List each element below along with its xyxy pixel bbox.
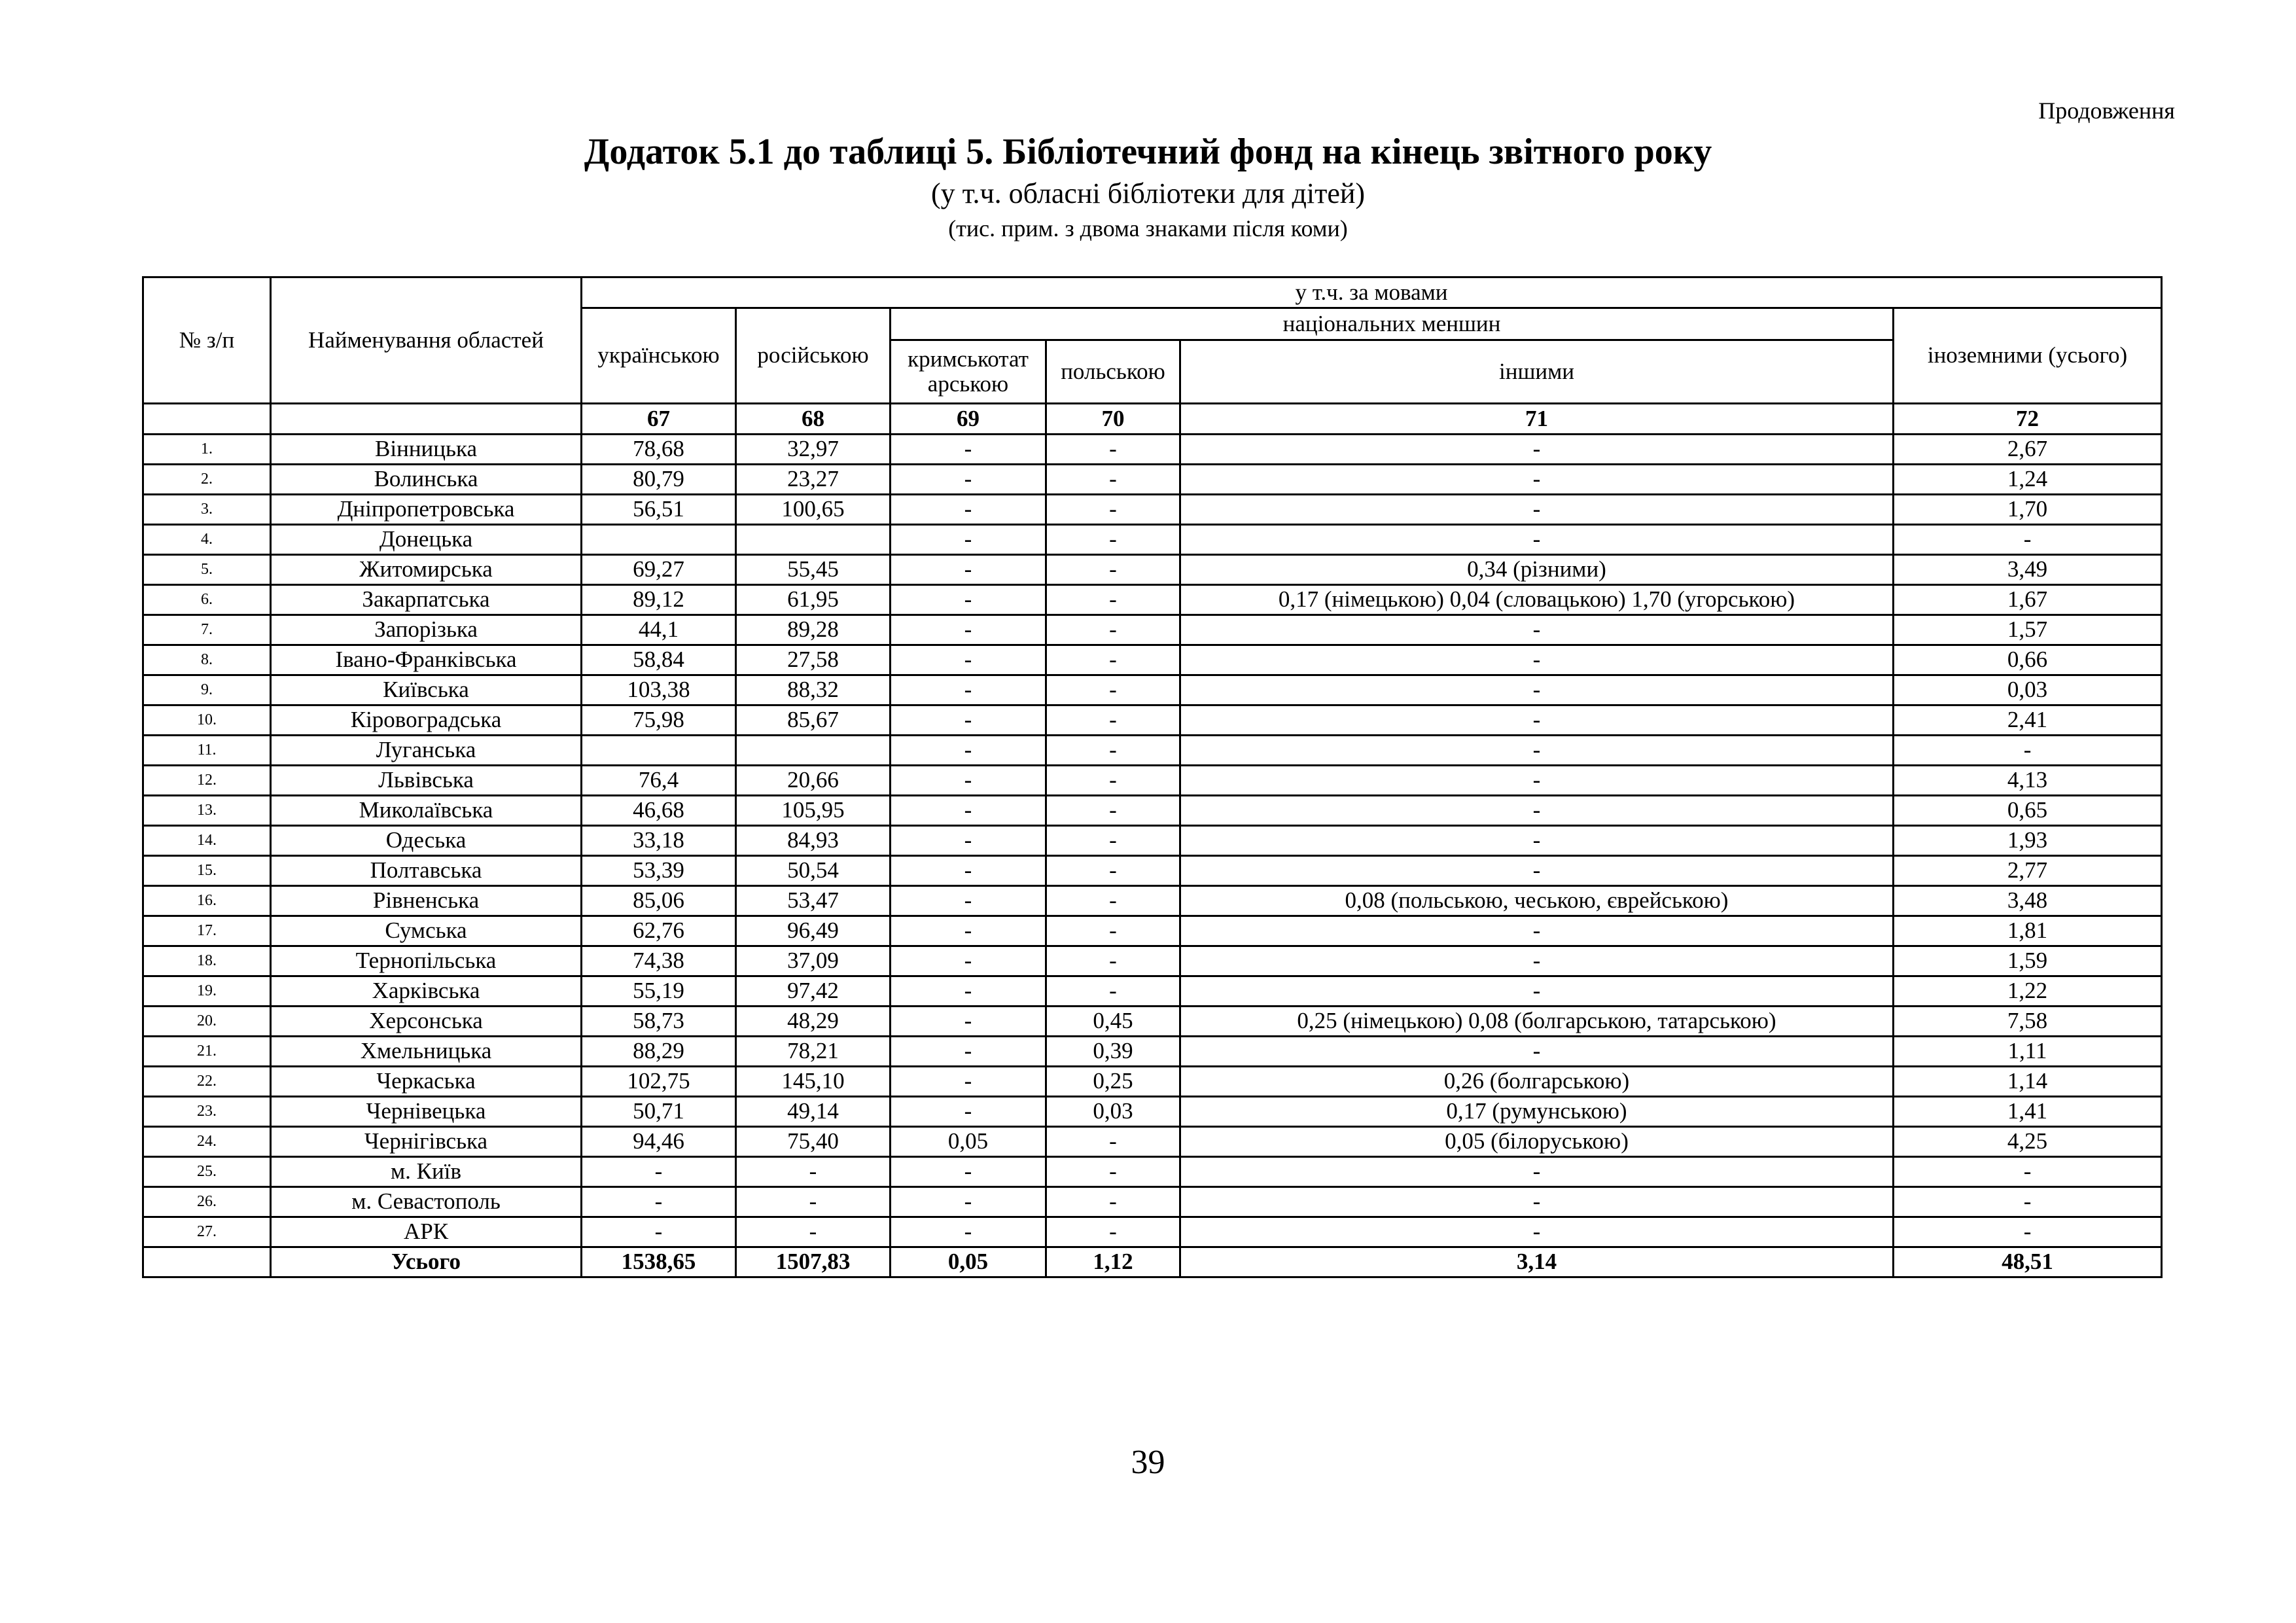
row-number: 5. [143, 555, 271, 585]
crimean-tatar-value: - [891, 916, 1046, 946]
region-name: Закарпатська [271, 585, 582, 615]
other-languages-value: - [1180, 1217, 1894, 1247]
polish-value: - [1046, 1187, 1180, 1217]
ukrainian-value [582, 736, 736, 766]
other-languages-value: 0,17 (німецькою) 0,04 (словацькою) 1,70 (угорською) [1180, 585, 1894, 615]
russian-value: - [736, 1157, 891, 1187]
ukrainian-value: 85,06 [582, 886, 736, 916]
row-number: 25. [143, 1157, 271, 1187]
page-title: Додаток 5.1 до таблиці 5. Бібліотечний фонд на кінець звітного року [584, 132, 1712, 172]
region-name: Одеська [271, 826, 582, 856]
polish-value: - [1046, 1157, 1180, 1187]
table-row [143, 1187, 2162, 1217]
other-languages-value: - [1180, 1037, 1894, 1067]
polish-value: 0,03 [1046, 1097, 1180, 1127]
total-polish-value: 1,12 [1046, 1247, 1180, 1277]
polish-value: - [1046, 555, 1180, 585]
other-languages-value: - [1180, 826, 1894, 856]
region-name: Київська [271, 675, 582, 705]
russian-value: 105,95 [736, 796, 891, 826]
region-name: Хмельницька [271, 1037, 582, 1067]
other-languages-value: - [1180, 796, 1894, 826]
crimean-tatar-value: - [891, 675, 1046, 705]
crimean-tatar-value: - [891, 555, 1046, 585]
header-national-minorities: національних меншин [891, 308, 1894, 340]
total-region-name: Усього [271, 1247, 582, 1277]
russian-value: 78,21 [736, 1037, 891, 1067]
region-name: Кіровоградська [271, 705, 582, 736]
crimean-tatar-value: - [891, 645, 1046, 675]
foreign-value: 1,93 [1894, 826, 2162, 856]
library-fund-table [142, 276, 2163, 1278]
region-name: АРК [271, 1217, 582, 1247]
crimean-tatar-value: - [891, 946, 1046, 976]
region-name: Миколаївська [271, 796, 582, 826]
other-languages-value: - [1180, 916, 1894, 946]
other-languages-value: - [1180, 976, 1894, 1007]
foreign-value: 2,67 [1894, 435, 2162, 465]
crimean-tatar-value: - [891, 736, 1046, 766]
region-name: Чернігівська [271, 1127, 582, 1157]
table-row [143, 705, 2162, 736]
table-row [143, 856, 2162, 886]
polish-value: - [1046, 736, 1180, 766]
region-name: Черкаська [271, 1067, 582, 1097]
ukrainian-value [582, 525, 736, 555]
russian-value: 53,47 [736, 886, 891, 916]
polish-value: - [1046, 645, 1180, 675]
polish-value: - [1046, 525, 1180, 555]
region-name: Полтавська [271, 856, 582, 886]
region-name: Харківська [271, 976, 582, 1007]
row-number: 3. [143, 495, 271, 525]
other-languages-value: 0,26 (болгарською) [1180, 1067, 1894, 1097]
ukrainian-value: 55,19 [582, 976, 736, 1007]
polish-value: - [1046, 856, 1180, 886]
table-row [143, 946, 2162, 976]
other-languages-value: - [1180, 645, 1894, 675]
page-number: 39 [1131, 1444, 1165, 1481]
crimean-tatar-value: - [891, 886, 1046, 916]
row-number: 20. [143, 1007, 271, 1037]
table-row [143, 525, 2162, 555]
ukrainian-value: 103,38 [582, 675, 736, 705]
russian-value: 32,97 [736, 435, 891, 465]
russian-value: 84,93 [736, 826, 891, 856]
row-number: 14. [143, 826, 271, 856]
ukrainian-value: 75,98 [582, 705, 736, 736]
polish-value: - [1046, 766, 1180, 796]
row-number: 13. [143, 796, 271, 826]
crimean-tatar-value: - [891, 976, 1046, 1007]
ukrainian-value: 69,27 [582, 555, 736, 585]
row-number: 23. [143, 1097, 271, 1127]
row-number: 2. [143, 465, 271, 495]
crimean-tatar-value: - [891, 495, 1046, 525]
crimean-tatar-value: - [891, 1187, 1046, 1217]
other-languages-value: - [1180, 435, 1894, 465]
crimean-tatar-value: - [891, 1067, 1046, 1097]
russian-value: 85,67 [736, 705, 891, 736]
other-languages-value: - [1180, 736, 1894, 766]
foreign-value: - [1894, 525, 2162, 555]
foreign-value: 1,70 [1894, 495, 2162, 525]
ukrainian-value: - [582, 1217, 736, 1247]
other-languages-value: 0,05 (білоруською) [1180, 1127, 1894, 1157]
polish-value: 0,25 [1046, 1067, 1180, 1097]
russian-value [736, 525, 891, 555]
table-row [143, 1067, 2162, 1097]
russian-value: 97,42 [736, 976, 891, 1007]
foreign-value: 0,03 [1894, 675, 2162, 705]
russian-value: - [736, 1217, 891, 1247]
russian-value: 100,65 [736, 495, 891, 525]
region-name: Чернівецька [271, 1097, 582, 1127]
other-languages-value: - [1180, 946, 1894, 976]
total-row [143, 1247, 2162, 1277]
region-name: Івано-Франківська [271, 645, 582, 675]
other-languages-value: 0,08 (польською, чеською, єврейською) [1180, 886, 1894, 916]
other-languages-value: - [1180, 675, 1894, 705]
table-row [143, 435, 2162, 465]
other-languages-value: 0,34 (різними) [1180, 555, 1894, 585]
foreign-value: 1,41 [1894, 1097, 2162, 1127]
foreign-value: 1,24 [1894, 465, 2162, 495]
table-row [143, 1127, 2162, 1157]
polish-value: - [1046, 796, 1180, 826]
foreign-value: 1,22 [1894, 976, 2162, 1007]
ukrainian-value: 58,84 [582, 645, 736, 675]
row-number: 17. [143, 916, 271, 946]
table-row [143, 675, 2162, 705]
foreign-value: 2,41 [1894, 705, 2162, 736]
header-other: іншими [1180, 340, 1894, 404]
foreign-value: 0,66 [1894, 645, 2162, 675]
other-languages-value: - [1180, 705, 1894, 736]
table-row [143, 585, 2162, 615]
table-row [143, 736, 2162, 766]
table-row [143, 1097, 2162, 1127]
ukrainian-value: 56,51 [582, 495, 736, 525]
column-number: 68 [736, 404, 891, 435]
region-name: Донецька [271, 525, 582, 555]
header-name: Найменування областей [271, 277, 582, 404]
region-name: Дніпропетровська [271, 495, 582, 525]
region-name: Житомирська [271, 555, 582, 585]
row-number: 21. [143, 1037, 271, 1067]
region-name: Херсонська [271, 1007, 582, 1037]
russian-value: 145,10 [736, 1067, 891, 1097]
row-number: 1. [143, 435, 271, 465]
crimean-tatar-value: - [891, 826, 1046, 856]
table-row [143, 796, 2162, 826]
units-note: (тис. прим. з двома знаками після коми) [948, 215, 1348, 241]
foreign-value: 1,59 [1894, 946, 2162, 976]
other-languages-value: - [1180, 1157, 1894, 1187]
ukrainian-value: 89,12 [582, 585, 736, 615]
total-other-languages-value: 3,14 [1180, 1247, 1894, 1277]
polish-value: - [1046, 465, 1180, 495]
crimean-tatar-value: - [891, 1037, 1046, 1067]
foreign-value: 7,58 [1894, 1007, 2162, 1037]
region-name: Запорізька [271, 615, 582, 645]
polish-value: 0,45 [1046, 1007, 1180, 1037]
table-row [143, 465, 2162, 495]
region-name: Львівська [271, 766, 582, 796]
header-by-language: у т.ч. за мовами [582, 277, 2162, 308]
ukrainian-value: - [582, 1187, 736, 1217]
polish-value: - [1046, 976, 1180, 1007]
ukrainian-value: 94,46 [582, 1127, 736, 1157]
polish-value: - [1046, 705, 1180, 736]
column-number: 72 [1894, 404, 2162, 435]
row-number: 12. [143, 766, 271, 796]
row-number: 7. [143, 615, 271, 645]
polish-value: - [1046, 495, 1180, 525]
ukrainian-value: 53,39 [582, 856, 736, 886]
other-languages-value: - [1180, 1187, 1894, 1217]
polish-value: - [1046, 886, 1180, 916]
column-numbers-row [143, 404, 2162, 435]
row-number: 4. [143, 525, 271, 555]
region-name: м. Київ [271, 1157, 582, 1187]
region-name: Луганська [271, 736, 582, 766]
other-languages-value: - [1180, 495, 1894, 525]
row-number: 27. [143, 1217, 271, 1247]
crimean-tatar-value: - [891, 766, 1046, 796]
row-number: 22. [143, 1067, 271, 1097]
crimean-tatar-value: - [891, 615, 1046, 645]
column-number: 69 [891, 404, 1046, 435]
russian-value: 88,32 [736, 675, 891, 705]
foreign-value: 4,25 [1894, 1127, 2162, 1157]
russian-value: 23,27 [736, 465, 891, 495]
crimean-tatar-value: - [891, 1157, 1046, 1187]
crimean-tatar-value: - [891, 585, 1046, 615]
column-number: 70 [1046, 404, 1180, 435]
region-name: Вінницька [271, 435, 582, 465]
total-foreign-value: 48,51 [1894, 1247, 2162, 1277]
foreign-value: - [1894, 736, 2162, 766]
crimean-tatar-value: - [891, 1217, 1046, 1247]
polish-value: - [1046, 675, 1180, 705]
row-number: 11. [143, 736, 271, 766]
table-row [143, 645, 2162, 675]
table-row [143, 766, 2162, 796]
foreign-value: 1,11 [1894, 1037, 2162, 1067]
table-row [143, 555, 2162, 585]
table-row [143, 615, 2162, 645]
header-ukrainian: українською [582, 308, 736, 404]
other-languages-value: - [1180, 856, 1894, 886]
russian-value: 89,28 [736, 615, 891, 645]
header-crimean-tatar: кримськотат арською [891, 340, 1046, 404]
crimean-tatar-value: - [891, 525, 1046, 555]
table-row [143, 916, 2162, 946]
region-name: Волинська [271, 465, 582, 495]
table-row [143, 495, 2162, 525]
foreign-value: 4,13 [1894, 766, 2162, 796]
russian-value: 75,40 [736, 1127, 891, 1157]
ukrainian-value: 50,71 [582, 1097, 736, 1127]
header-foreign: іноземними (усього) [1894, 308, 2162, 404]
ukrainian-value: 46,68 [582, 796, 736, 826]
polish-value: - [1046, 615, 1180, 645]
polish-value: - [1046, 585, 1180, 615]
total-russian-value: 1507,83 [736, 1247, 891, 1277]
row-number: 16. [143, 886, 271, 916]
russian-value: 96,49 [736, 916, 891, 946]
russian-value: 37,09 [736, 946, 891, 976]
table-row [143, 886, 2162, 916]
continuation-label: Продовження [2038, 98, 2175, 124]
foreign-value: 3,49 [1894, 555, 2162, 585]
region-name: Тернопільська [271, 946, 582, 976]
ukrainian-value: 74,38 [582, 946, 736, 976]
russian-value: 27,58 [736, 645, 891, 675]
crimean-tatar-value: - [891, 1007, 1046, 1037]
russian-value: - [736, 1187, 891, 1217]
foreign-value: - [1894, 1157, 2162, 1187]
polish-value: - [1046, 1127, 1180, 1157]
ukrainian-value: 76,4 [582, 766, 736, 796]
header-russian: російською [736, 308, 891, 404]
table-body [143, 435, 2162, 1277]
header-polish: польською [1046, 340, 1180, 404]
ukrainian-value: 33,18 [582, 826, 736, 856]
polish-value: - [1046, 826, 1180, 856]
table-row [143, 1037, 2162, 1067]
crimean-tatar-value: - [891, 705, 1046, 736]
foreign-value: 2,77 [1894, 856, 2162, 886]
table-row [143, 1157, 2162, 1187]
row-number: 6. [143, 585, 271, 615]
other-languages-value: 0,17 (румунською) [1180, 1097, 1894, 1127]
region-name: м. Севастополь [271, 1187, 582, 1217]
foreign-value: 1,67 [1894, 585, 2162, 615]
ukrainian-value: 44,1 [582, 615, 736, 645]
foreign-value: - [1894, 1187, 2162, 1217]
foreign-value: 1,81 [1894, 916, 2162, 946]
crimean-tatar-value: - [891, 465, 1046, 495]
foreign-value: 0,65 [1894, 796, 2162, 826]
crimean-tatar-value: - [891, 1097, 1046, 1127]
ukrainian-value: - [582, 1157, 736, 1187]
polish-value: 0,39 [1046, 1037, 1180, 1067]
region-name: Сумська [271, 916, 582, 946]
crimean-tatar-value: - [891, 435, 1046, 465]
table-row [143, 1217, 2162, 1247]
russian-value [736, 736, 891, 766]
total-crimean-tatar-value: 0,05 [891, 1247, 1046, 1277]
ukrainian-value: 80,79 [582, 465, 736, 495]
russian-value: 50,54 [736, 856, 891, 886]
polish-value: - [1046, 1217, 1180, 1247]
row-number: 24. [143, 1127, 271, 1157]
foreign-value: 1,14 [1894, 1067, 2162, 1097]
other-languages-value: - [1180, 525, 1894, 555]
russian-value: 61,95 [736, 585, 891, 615]
row-number: 26. [143, 1187, 271, 1217]
foreign-value: 1,57 [1894, 615, 2162, 645]
other-languages-value: - [1180, 465, 1894, 495]
ukrainian-value: 58,73 [582, 1007, 736, 1037]
crimean-tatar-value: - [891, 796, 1046, 826]
total-ukrainian-value: 1538,65 [582, 1247, 736, 1277]
crimean-tatar-value: 0,05 [891, 1127, 1046, 1157]
polish-value: - [1046, 916, 1180, 946]
page-subtitle: (у т.ч. обласні бібліотеки для дітей) [930, 177, 1366, 209]
crimean-tatar-value: - [891, 856, 1046, 886]
polish-value: - [1046, 435, 1180, 465]
foreign-value: - [1894, 1217, 2162, 1247]
russian-value: 20,66 [736, 766, 891, 796]
other-languages-value: 0,25 (німецькою) 0,08 (болгарською, татарською) [1180, 1007, 1894, 1037]
russian-value: 49,14 [736, 1097, 891, 1127]
polish-value: - [1046, 946, 1180, 976]
header-num: № з/п [143, 277, 271, 404]
russian-value: 48,29 [736, 1007, 891, 1037]
column-number: 67 [582, 404, 736, 435]
column-number: 71 [1180, 404, 1894, 435]
table-row [143, 826, 2162, 856]
russian-value: 55,45 [736, 555, 891, 585]
table-row [143, 1007, 2162, 1037]
row-number: 19. [143, 976, 271, 1007]
ukrainian-value: 78,68 [582, 435, 736, 465]
foreign-value: 3,48 [1894, 886, 2162, 916]
row-number: 15. [143, 856, 271, 886]
row-number: 9. [143, 675, 271, 705]
region-name: Рівненська [271, 886, 582, 916]
row-number: 8. [143, 645, 271, 675]
other-languages-value: - [1180, 766, 1894, 796]
ukrainian-value: 88,29 [582, 1037, 736, 1067]
ukrainian-value: 62,76 [582, 916, 736, 946]
ukrainian-value: 102,75 [582, 1067, 736, 1097]
row-number: 10. [143, 705, 271, 736]
other-languages-value: - [1180, 615, 1894, 645]
table-row [143, 976, 2162, 1007]
row-number: 18. [143, 946, 271, 976]
